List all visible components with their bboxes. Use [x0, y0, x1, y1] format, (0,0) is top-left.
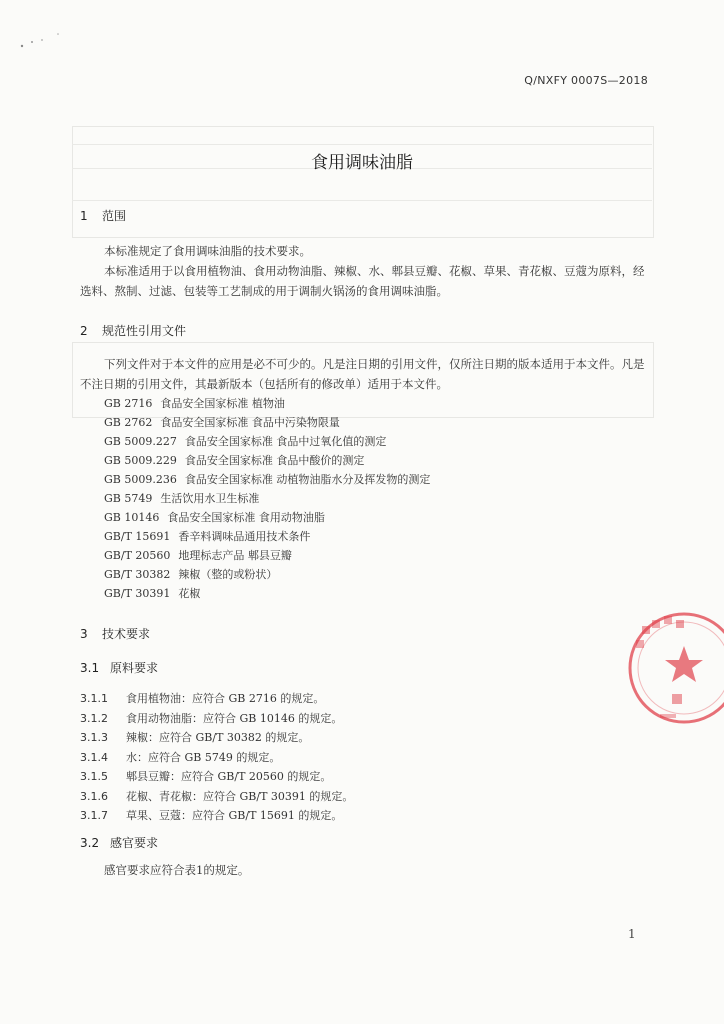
reference-code: GB 10146: [104, 511, 160, 524]
item-text: 辣椒：应符合 GB/T 30382 的规定。: [126, 731, 310, 744]
section-number: 1: [80, 209, 88, 223]
page-number: 1: [628, 927, 636, 941]
show-through-line: [72, 200, 652, 201]
raw-material-list: [80, 689, 353, 826]
requirement-item: [80, 689, 353, 709]
official-seal-icon: [612, 606, 724, 730]
reference-name: 食品安全国家标准 食品中污染物限量: [160, 416, 340, 429]
page-title: 食用调味油脂: [311, 153, 413, 173]
requirement-item: [80, 806, 353, 826]
section-heading-technical-requirements: [80, 625, 150, 642]
reference-list: [104, 394, 430, 603]
reference-code: GB 5749: [104, 492, 153, 505]
sensory-paragraph: 感官要求应符合表1的规定。: [104, 863, 250, 877]
document-code: Q/NXFY 0007S—2018: [524, 74, 648, 87]
reference-name: 地理标志产品 郫县豆瓣: [178, 549, 292, 562]
reference-name: 食品安全国家标准 食品中酸价的测定: [184, 454, 365, 467]
section-title: 规范性引用文件: [102, 324, 187, 338]
item-number: 3.1.3: [80, 731, 108, 744]
reference-code: GB/T 30391: [104, 587, 171, 600]
reference-name: 辣椒（整的或粉状）: [178, 568, 278, 581]
reference-name: 香辛料调味品通用技术条件: [178, 530, 311, 543]
reference-name: 食品安全国家标准 食品中过氧化值的测定: [184, 435, 387, 448]
reference-code: GB/T 20560: [104, 549, 171, 562]
reference-item: [104, 489, 430, 508]
item-number: 3.1.2: [80, 711, 108, 725]
subsection-heading-sensory: [80, 834, 158, 851]
requirement-item: [80, 748, 353, 768]
scope-paragraph-1: 本标准规定了食用调味油脂的技术要求。: [104, 244, 311, 258]
reference-item: [104, 451, 430, 470]
reference-code: GB 2762: [104, 416, 153, 429]
subsection-number: 3.1: [80, 661, 100, 675]
reference-code: GB 5009.236: [104, 473, 177, 486]
reference-name: 食品安全国家标准 动植物油脂水分及挥发物的测定: [184, 473, 431, 486]
scan-speck-icon: [18, 30, 68, 50]
reference-name: 花椒: [178, 587, 201, 600]
subsection-number: 3.2: [80, 836, 100, 850]
reference-item: [104, 470, 430, 489]
reference-item: [104, 413, 430, 432]
references-intro-paragraph: 下列文件对于本文件的应用是必不可少的。凡是注日期的引用文件，仅所注日期的版本适用于本文件。凡是不注日期的引用文件，其最新版本（包括所有的修改单）适用于本文件。: [80, 357, 645, 391]
subsection-heading-raw-materials: [80, 659, 158, 676]
reference-code: GB/T 30382: [104, 568, 171, 581]
section-title: 技术要求: [102, 627, 151, 641]
reference-item: [104, 584, 430, 603]
item-number: 3.1.1: [80, 692, 108, 705]
section-heading-scope: [80, 207, 126, 224]
reference-item: [104, 565, 430, 584]
requirement-item: [80, 787, 353, 807]
reference-name: 生活饮用水卫生标准: [160, 492, 260, 505]
reference-item: [104, 432, 430, 451]
reference-item: [104, 394, 430, 413]
section-heading-normative-references: [80, 322, 186, 339]
requirement-item: [80, 709, 353, 729]
reference-name: 食品安全国家标准 食用动物油脂: [167, 511, 325, 524]
item-text: 水：应符合 GB 5749 的规定。: [126, 750, 281, 764]
scope-paragraph-2: 本标准适用于以食用植物油、食用动物油脂、辣椒、水、郫县豆瓣、花椒、草果、青花椒、豆蔻为原料，经选料、熬制、过滤、包装等工艺制成的用于调制火锅汤的食用调味油脂。: [80, 264, 645, 298]
item-number: 3.1.7: [80, 809, 108, 822]
show-through-line: [72, 144, 652, 145]
reference-item: [104, 546, 430, 565]
item-text: 花椒、青花椒：应符合 GB/T 30391 的规定。: [126, 789, 354, 803]
requirement-item: [80, 728, 353, 748]
reference-item: [104, 527, 430, 546]
section-title: 范围: [102, 209, 127, 223]
item-text: 郫县豆瓣：应符合 GB/T 20560 的规定。: [126, 770, 332, 783]
reference-code: GB/T 15691: [104, 530, 171, 543]
requirement-item: [80, 767, 353, 787]
item-number: 3.1.4: [80, 750, 108, 764]
reference-item: [104, 508, 430, 527]
reference-code: GB 2716: [104, 397, 153, 410]
item-number: 3.1.6: [80, 789, 108, 803]
show-through-table: [72, 126, 654, 238]
item-text: 食用动物油脂：应符合 GB 10146 的规定。: [126, 711, 343, 725]
item-text: 草果、豆蔻：应符合 GB/T 15691 的规定。: [126, 809, 343, 822]
section-number: 2: [80, 324, 88, 338]
item-text: 食用植物油：应符合 GB 2716 的规定。: [126, 692, 325, 705]
reference-code: GB 5009.227: [104, 435, 177, 448]
item-number: 3.1.5: [80, 770, 108, 783]
section-number: 3: [80, 627, 88, 641]
subsection-title: 感官要求: [110, 836, 159, 850]
subsection-title: 原料要求: [110, 661, 159, 675]
reference-name: 食品安全国家标准 植物油: [160, 397, 285, 410]
reference-code: GB 5009.229: [104, 454, 177, 467]
